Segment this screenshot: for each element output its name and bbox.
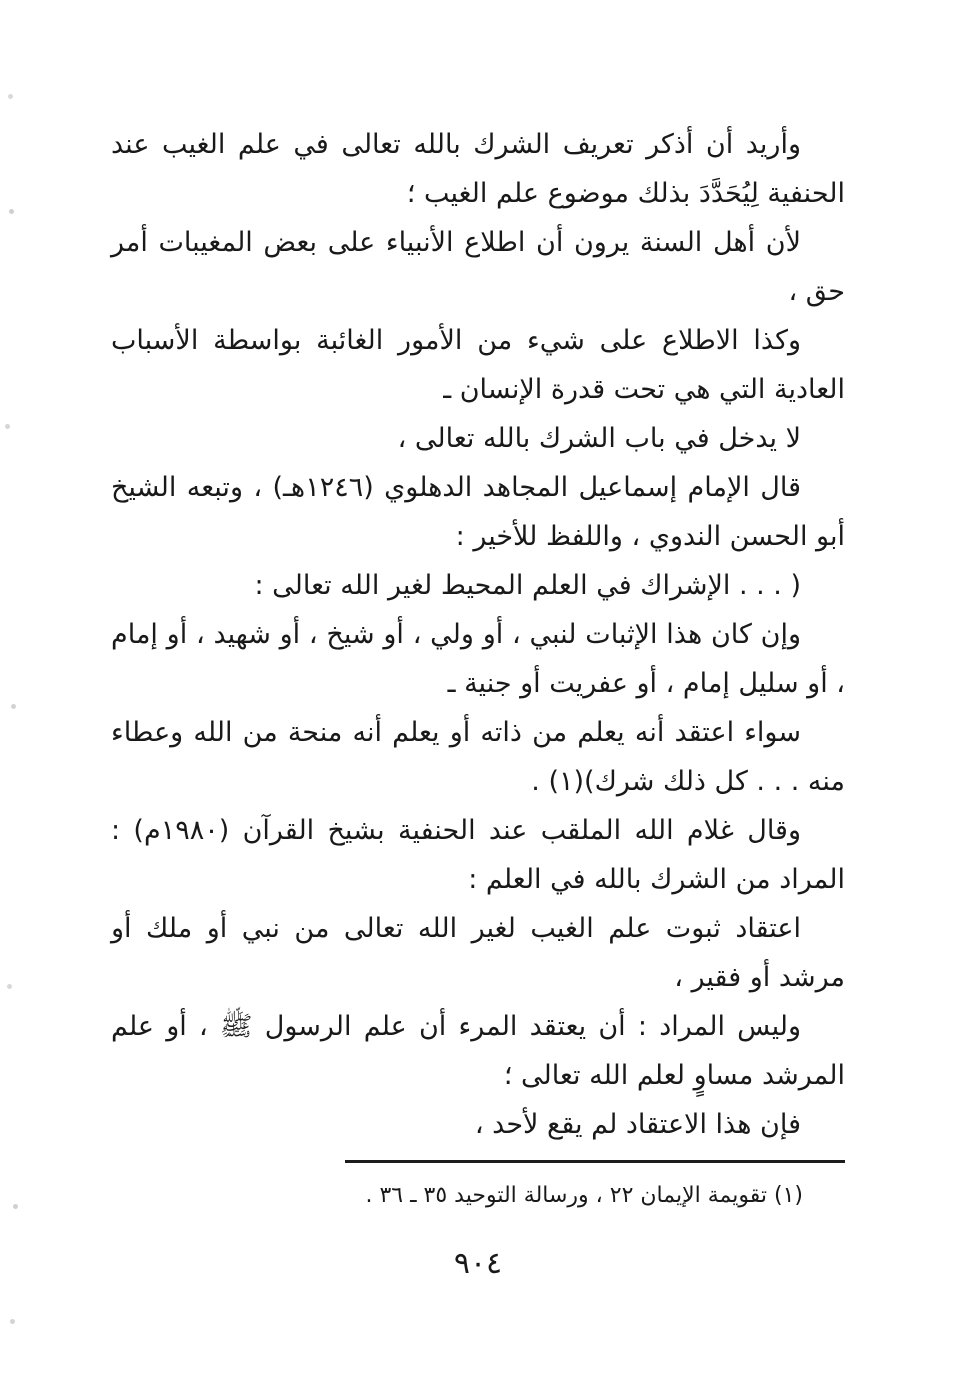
paragraph: لا يدخل في باب الشرك بالله تعالى ،: [397, 423, 801, 454]
paragraph: وكذا الاطلاع على شيء من الأمور الغائبة بواسطة الأسباب العادية التي هي تحت قدرة الإنسان ـ: [111, 325, 845, 405]
paragraph: وليس المراد : أن يعتقد المرء أن علم الرسول ﷺ ، أو علم المرشد مساوٍ لعلم الله تعالى ؛: [111, 1011, 845, 1091]
paragraph: اعتقاد ثبوت علم الغيب لغير الله تعالى من نبي أو ملك أو مرشد أو فقير ،: [111, 913, 845, 993]
paragraph: وأريد أن أذكر تعريف الشرك بالله تعالى في علم الغيب عند الحنفية لِيُحَدَّدَ بذلك موضوع علم الغيب ؛: [111, 129, 845, 209]
page-number: ٩٠٤: [453, 1246, 503, 1281]
scan-noise-speckles: [0, 0, 3, 3]
paragraph: وقال غلام الله الملقب عند الحنفية بشيخ القرآن (١٩٨٠م) : المراد من الشرك بالله في العلم :: [111, 815, 845, 895]
paragraph: ( . . . الإشراك في العلم المحيط لغير الله تعالى :: [254, 570, 801, 601]
footnote-text: (١) تقويمة الإيمان ٢٢ ، ورسالة التوحيد ٣٥ ـ ٣٦ .: [365, 1183, 803, 1208]
footnote-divider: [345, 1160, 845, 1163]
paragraph: قال الإمام إسماعيل المجاهد الدهلوي (١٢٤٦هـ) ، وتبعه الشيخ أبو الحسن الندوي ، واللفظ للأخير :: [111, 472, 845, 552]
paragraph: وإن كان هذا الإثبات لنبي ، أو ولي ، أو شيخ ، أو شهيد ، أو إمام ، أو سليل إمام ، أو عفريت أو جنية ـ: [111, 619, 845, 699]
footnote-section: [345, 1160, 845, 1213]
body-text: [111, 120, 845, 1149]
paragraph: فإن هذا الاعتقاد لم يقع لأحد ،: [474, 1109, 801, 1140]
paragraph: سواء اعتقد أنه يعلم من ذاته أو يعلم أنه منحة من الله وعطاء منه . . . كل ذلك شرك)(١) .: [111, 717, 845, 797]
paragraph: لأن أهل السنة يرون أن اطلاع الأنبياء على بعض المغيبات أمر حق ،: [111, 227, 845, 307]
